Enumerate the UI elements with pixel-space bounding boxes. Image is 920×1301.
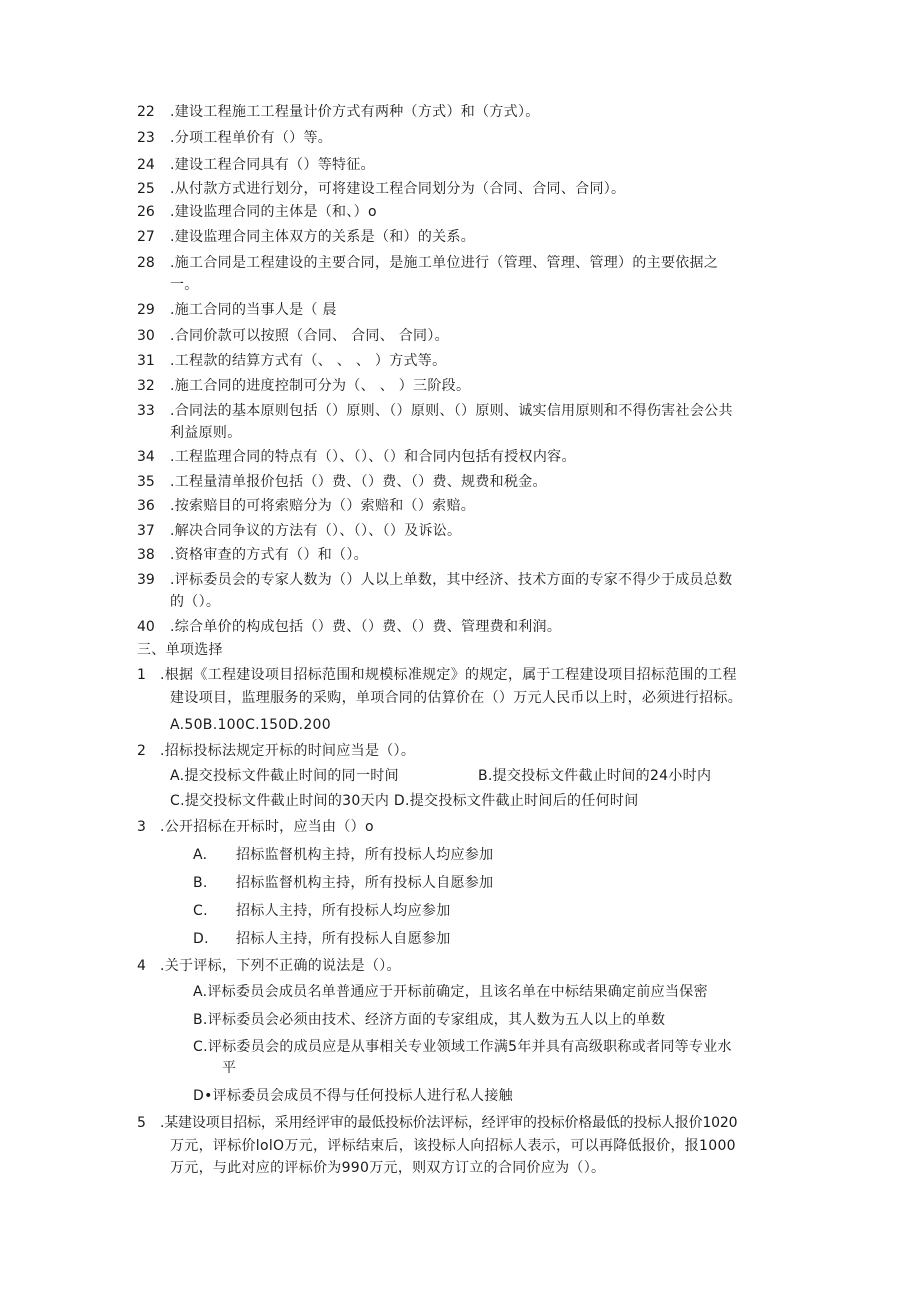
option-text: 招标人主持，所有投标人均应参加 <box>236 903 451 919</box>
question-number: 1 <box>137 667 146 683</box>
question-text: .工程量清单报价包括（）费、（）费、（）费、规费和税金。 <box>170 474 547 490</box>
question-number: 30 <box>137 328 155 344</box>
question-text: .公开招标在开标时，应当由（）o <box>160 819 374 835</box>
question-text: .建设工程施工工程量计价方式有两种（方式）和（方式）。 <box>170 104 540 120</box>
option-a: A.评标委员会成员名单普通应于开标前确定，且该名单在中标结果确定前应当保密 <box>193 984 708 1000</box>
question-text: .评标委员会的专家人数为（）人以上单数，其中经济、技术方面的专家不得少于成员总数 <box>170 572 733 588</box>
question-text: .工程监理合同的特点有（）、（）、（）和合同内包括有授权内容。 <box>170 449 576 465</box>
question-number: 35 <box>137 474 155 490</box>
question-text: .某建设项目招标，采用经评审的最低投标价法评标，经评审的投标价格最低的投标人报价1020 <box>160 1115 738 1131</box>
option-letter: B. <box>193 875 208 891</box>
option-c-continuation: 平 <box>222 1060 237 1076</box>
question-text: .资格审查的方式有（）和（）。 <box>170 547 368 563</box>
question-text: .按索赔目的可将索赔分为（）索赔和（）索赔。 <box>170 498 476 514</box>
question-number: 4 <box>137 958 146 974</box>
question-text-continuation: 建设项目，监理服务的采购，单项合同的估算价在（）万元人民币以上时，必须进行招标。 <box>170 690 742 706</box>
question-number: 31 <box>137 353 155 369</box>
question-number: 3 <box>137 819 146 835</box>
option-b: B.评标委员会必须由技术、经济方面的专家组成，其人数为五人以上的单数 <box>193 1012 666 1028</box>
option-letter: A. <box>193 847 208 863</box>
option-d: D•评标委员会成员不得与任何投标人进行私人接触 <box>193 1088 513 1104</box>
question-text: .解决合同争议的方法有（）、（）、（）及诉讼。 <box>170 523 462 539</box>
question-text-continuation: 的（）。 <box>170 594 221 610</box>
option-c: C.评标委员会的成员应是从事相关专业领域工作满5年并具有高级职称或者同等专业水 <box>193 1039 732 1055</box>
question-number: 23 <box>137 130 155 146</box>
question-number: 25 <box>137 181 155 197</box>
question-number: 22 <box>137 104 155 120</box>
question-text: .施工合同的当事人是（ 晨 <box>170 302 337 318</box>
question-number: 26 <box>137 204 155 220</box>
question-number: 33 <box>137 403 155 419</box>
question-number: 5 <box>137 1115 146 1131</box>
question-text-continuation: 万元，与此对应的评标价为990万元，则双方订立的合同价应为（）。 <box>170 1160 606 1176</box>
question-text: .招标投标法规定开标的时间应当是（）。 <box>160 743 416 759</box>
option-a: A.提交投标文件截止时间的同一时间 <box>170 768 399 784</box>
question-text: .建设工程合同具有（）等特征。 <box>170 157 375 173</box>
question-text: .合同法的基本原则包括（）原则、（）原则、（）原则、诚实信用原则和不得伤害社会公共 <box>170 403 733 419</box>
question-text: .建设监理合同主体双方的关系是（和）的关系。 <box>170 229 476 245</box>
question-number: 2 <box>137 743 146 759</box>
question-text: .施工合同是工程建设的主要合同，是施工单位进行（管理、管理、管理）的主要依据之 <box>170 255 719 271</box>
option-text: 招标人主持，所有投标人自愿参加 <box>236 931 451 947</box>
option-letter: C. <box>193 903 208 919</box>
question-number: 36 <box>137 498 155 514</box>
question-text: .合同价款可以按照（合同、 合同、 合同）。 <box>170 328 449 344</box>
option-letter: D. <box>193 931 209 947</box>
question-text: .综合单价的构成包括（）费、（）费、（）费、管理费和利润。 <box>170 619 562 635</box>
question-text: .根据《工程建设项目招标范围和规模标准规定》的规定，属于工程建设项目招标范围的工程 <box>160 667 737 683</box>
option-b: B.提交投标文件截止时间的24小时内 <box>478 768 712 784</box>
question-text-continuation: 一。 <box>170 277 199 293</box>
question-number: 32 <box>137 378 155 394</box>
option-c-d: C.提交投标文件截止时间的30天内 D.提交投标文件截止时间后的任何时间 <box>170 793 639 809</box>
question-number: 24 <box>137 157 155 173</box>
question-text: .工程款的结算方式有（、 、 、 ）方式等。 <box>170 353 447 369</box>
option-line: A.50B.100C.150D.200 <box>170 717 331 733</box>
question-number: 38 <box>137 547 155 563</box>
question-text: .从付款方式进行划分，可将建设工程合同划分为（合同、合同、合同）。 <box>170 181 626 197</box>
question-number: 34 <box>137 449 155 465</box>
question-number: 39 <box>137 572 155 588</box>
section-title: 三、单项选择 <box>137 642 223 658</box>
question-text-continuation: 利益原则。 <box>170 425 242 441</box>
question-text: .关于评标，下列不正确的说法是（）。 <box>160 958 401 974</box>
option-text: 招标监督机构主持，所有投标人自愿参加 <box>236 875 494 891</box>
question-text: .分项工程单价有（）等。 <box>170 130 333 146</box>
question-number: 28 <box>137 255 155 271</box>
question-number: 27 <box>137 229 155 245</box>
question-number: 40 <box>137 619 155 635</box>
option-text: 招标监督机构主持，所有投标人均应参加 <box>236 847 494 863</box>
question-text-continuation: 万元，评标价lolO万元，评标结束后，该投标人向招标人表示，可以再降低报价，报1000 <box>170 1138 736 1154</box>
question-number: 37 <box>137 523 155 539</box>
question-text: .施工合同的进度控制可分为（、 、 ）三阶段。 <box>170 378 471 394</box>
question-text: .建设监理合同的主体是（和、）o <box>170 204 377 220</box>
question-number: 29 <box>137 302 155 318</box>
